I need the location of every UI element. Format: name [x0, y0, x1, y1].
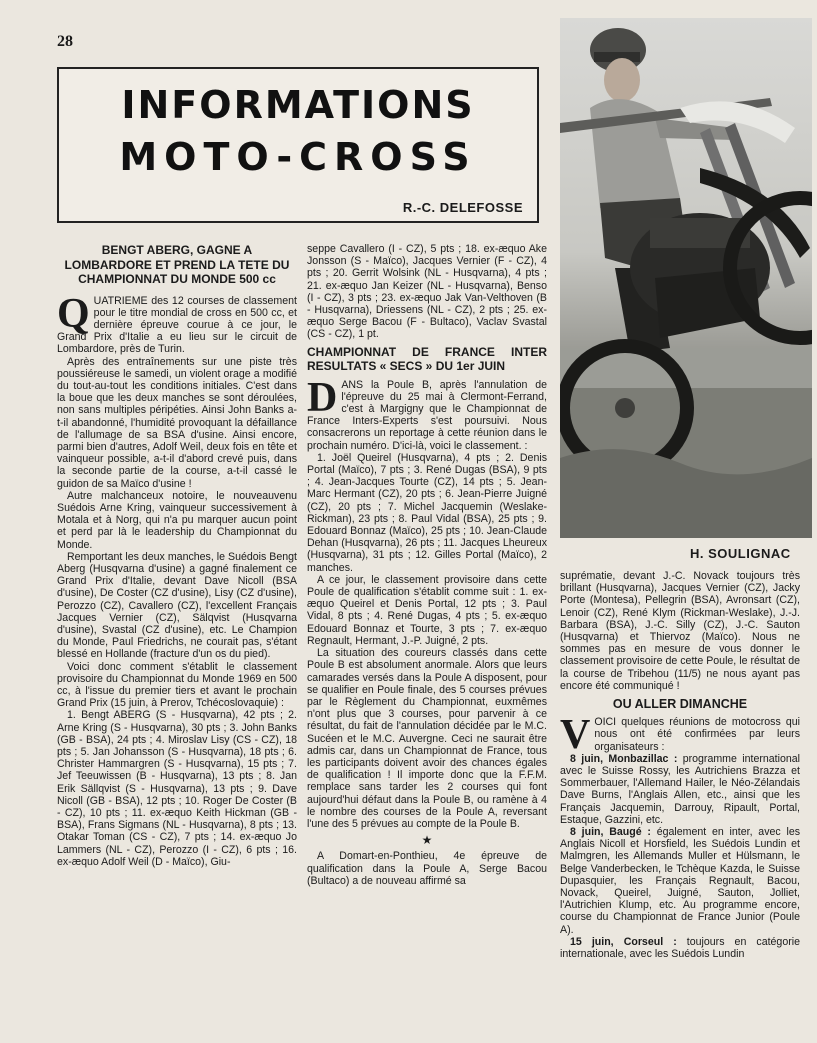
results-list: 1. Joël Queirel (Husqvarna), 4 pts ; 2. Denis Portal (Maïco), 7 pts ; 3. René Dugas (BSA), 9 pts ; 4. Jean-Jacques Tourte (CZ), 14 pts ; 5. Jean-Marc Hermant (CZ), 20 pts ; 6. Jean-Pierre Juigné (CZ), 20 pts ; 7. Michel Jacquemin (Weslake-Rickman), 23 pts ; 8. Paul Vidal (BSA), 25 pts ; 9. Edouard Bonnaz (Maïco), 25 pts ; 10. Jean-Claude Dehan (Husqvarna), 26 pts ; 11. Jacques Lheureux (Husqvarna), 31 pts ; 12. Gilles Portal (Maïco), 2 manches. [307, 451, 547, 574]
rider-illustration [560, 18, 812, 538]
article-2-paragraph: A Domart-en-Ponthieu, 4e épreuve de qualification dans la Poule A, Serge Bacou (Bultaco) a de nouveau affirmé sa [307, 850, 547, 887]
dropcap: D [307, 374, 338, 421]
photo-credit: H. SOULIGNAC [690, 546, 791, 561]
article-3-heading: OU ALLER DIMANCHE [612, 697, 748, 712]
article-1-paragraph: Voici donc comment s'établit le classement provisoire du Championnat du Monde 1969 en 500 cc, à l'issue du premier tiers et avant le prochain Grand Prix (15 juin, à Prerov, Tchécoslovaquie) : [57, 660, 297, 710]
column-3 [560, 570, 800, 960]
star-separator: ★ [421, 833, 433, 848]
dropcap: Q [57, 290, 90, 337]
page-number: 28 [57, 33, 73, 50]
article-1-paragraph [57, 290, 297, 356]
article-3-text: OICI quelques réunions de motocross qui nous ont été confirmées par leurs organisateurs : [594, 716, 800, 753]
article-2-heading: CHAMPIONNAT DE FRANCE INTER RESULTATS « SECS » DU 1er JUIN [307, 344, 547, 373]
event-item [560, 753, 800, 826]
article-2-text: ANS la Poule B, après l'annulation de l'épreuve du 25 mai à Clermont-Ferrand, c'est à Margigny que le Championnat de France Inters-Experts s'est poursuivi. Nous consacrerons un reportage à cette réunion dans le prochain numéro. D'ici-là, voici le classement. : [307, 378, 547, 452]
article-1-heading: BENGT ABERG, GAGNE A LOMBARDORE ET PREND LA TETE DU CHAMPIONNAT DU MONDE 500 cc [64, 243, 290, 286]
article-2-paragraph: A ce jour, le classement provisoire dans cette Poule de qualification s'établit comme suit : 1. ex-æquo Queirel et Denis Portal, 12 pts ; 3. Paul Vidal, 8 pts ; 4. René Dugas, 4 pts ; 5. ex-æquo Edouard Bonnaz et Tourte, 3 pts ; 7. ex-æquo Regnault, Hermant, J.-P. Juigné, 2 pts. [307, 573, 547, 647]
event-item [560, 936, 800, 960]
article-1-paragraph: Remportant les deux manches, le Suédois Bengt Aberg (Husqvarna d'usine) a gagné finalement ce Grand Prix d'Italie, devant Dave Nicoll (BSA d'usine), De Coster (CZ d'usine), Lisy (CZ d'usine), Perozzo (CZ), Cavallero (CZ), l'excellent Français Jacques Vernier (CZ), Sälqvist (Husqvarna d'usine), Svastal (CZ d'usine), etc. Le Champion du Monde, Paul Friedrichs, ne courait pas, s'étant blessé en Hollande (fracture d'un os du pied). [57, 550, 297, 661]
title-box [57, 67, 539, 223]
dropcap: V [560, 712, 591, 759]
standings-list: 1. Bengt ABERG (S - Husqvarna), 42 pts ; 2. Arne Kring (S - Husqvarna), 30 pts ; 3. John Banks (GB - BSA), 24 pts ; 4. Miroslav Lisy (CS - CZ), 18 pts ; 5. Jan Johansson (S - Husqvarna), 18 pts ; 6. Christer Hammargren (S - Husqvarna), 15 pts ; 7. Jef Teeuwissen (B - Husqvarna), 13 pts ; 8. Jan Erik Sällqvist (S - Husqvarna), 13 pts ; 9. Dave Nicoll (GB - BSA), 12 pts ; 10. Roger De Coster (B - CZ), 10 pts ; 11. ex-æquo Keith Hickman (GB - BSA), Frans Sigmans (NL - Husqvarna), 8 pts ; 13. Otakar Toman (CS - CZ), 7 pts ; 14. ex-æquo Jo Lammers (NL - CZ), Perozzo (I - CZ), 6 pts ; 16. ex-æquo Adolf Weil (D - Maïco), Giu- [57, 709, 297, 868]
title-line-1: INFORMATIONS [121, 83, 475, 127]
event-date: 15 juin, Corseul : [570, 935, 677, 948]
column-1 [57, 243, 297, 868]
article-2-paragraph [307, 374, 547, 452]
column-2 [307, 243, 547, 887]
event-date: 8 juin, Baugé : [570, 826, 651, 839]
standings-list-continued: seppe Cavallero (I - CZ), 5 pts ; 18. ex-æquo Ake Jonsson (S - Maïco), Jacques Vernier (F - CZ), 4 pts ; 20. Gerrit Wolsink (NL - Husqvarna), 4 pts ; 21. ex-æquo Jan Keizer (NL - Husqvarna), Benso (I - CZ), 3 pts ; 23. ex-æquo Jak Van-Velthoven (B - Husqvarna), Driessens (NL - CZ), 2 pts ; 25. ex-æquo Serge Bacou (F - Bultaco), Vaclav Svastal (CS - CZ), 1 pt. [307, 243, 547, 341]
article-1-text: UATRIEME des 12 courses de classement pour le titre mondial de cross en 500 cc, et dernière épreuve courue à ce jour, le Grand Prix d'Italie a eu lieu sur le circuit de Lombardore, près de Turin. [57, 294, 297, 356]
event-text: également en inter, avec les Anglais Nicoll et Horsfield, les Suédois Lundin et Malmgren, les Allemands Muller et Hülsmann, le Belge Vanderbecken, le Tchèque Kazda, le Suisse Dupasquier, les Français Regnault, Bacou, Novack, Queirel, Juigné, Sauton, Jolliet, l'Autrichien Klump, etc. Au programme encore, course du Championnat de France Junior (Poule A). [560, 826, 801, 936]
article-2-paragraph: La situation des coureurs classés dans cette Poule B est absolument anormale. Alors que leurs camarades versés dans la Poule A disposent, pour se qualifier en Poule finale, des 5 courses prévues par le Règlement du Championnat, euxmêmes n'ont plus que 3 courses, pour parvenir à ce résultat, du fait de l'annulation décidée par le M.C. Sucéen et le M.C. Auvergne. Ceci ne saurait être admis car, dans un Championnat de France, tous les participants doivent avoir des chances égales de qualification ! Il importe donc que la F.F.M. remplace sans tarder les 2 courses qui font aujourd'hui défaut dans la Poule B, ou ramène à 4 le nombre des courses de la Poule A, reversant l'une des 5 prévues au compte de la Poule B. [307, 647, 547, 830]
event-date: 8 juin, Monbazillac : [570, 752, 678, 765]
event-text: programme international avec le Suisse Rossy, les Autrichiens Brazza et Sommerbauer, l'Allemand Hailer, le Néo-Zélandais Dave Burns, l'Anglais Allen, etc., ainsi que les Français Jacquemin, Darrouy, Ripault, Portal, Estaque, Gazzini, etc. [560, 752, 800, 826]
event-text: toujours en catégorie internationale, avec les Suédois Lundin [560, 935, 800, 961]
event-item [560, 826, 800, 936]
article-1-paragraph: Autre malchanceux notoire, le nouveauvenu Suédois Arne Kring, vainqueur successivement à Motala et à Norg, qui n'a pu marquer aucun point et perd par là le leadership du Championnat du Monde. [57, 489, 297, 551]
title-line-2: MOTO-CROSS [119, 135, 477, 179]
article-3-paragraph: suprématie, devant J.-C. Novack toujours très brillant (Husqvarna), Jacques Vernier (CZ), Jacky Porte (Montesa), Pellegrin (BSA), Avronsart (CZ), Lenoir (CZ), René Klym (Rickman-Weslake), J.-J. Barbara (BSA), J.-C. Silly (CZ), J.-C. Sauton (Husqvarna) et Thiervoz (Maïco). Nous ne sommes pas en mesure de vous donner le classement provisoire de cette Poule, le résultat de la course de Tribehou (11/5) ne nous ayant pas encore été communiqué ! [560, 570, 800, 692]
article-1-paragraph: Après des entraînements sur une piste très poussiéreuse le samedi, un violent orage a modifié du tout-au-tout les conditions initiales. C'est dans la boue que les deux manches se sont déroulées, non sans multiples péripéties. Ainsi John Banks a-t-il abandonné, l'humidité provoquant la défaillance de l'allumage de sa BSA d'usine. Ainsi encore, parmi bien d'autres, Adolf Weil, deux fois en tête et vainqueur possible, a-t-il d'abord crevé puis, dans la seconde partie de la course, a-t-il cassé le guidon de sa Maïco d'usine ! [57, 355, 297, 490]
motocross-rider-photo [560, 18, 812, 538]
author-byline: R.-C. DELEFOSSE [402, 200, 523, 215]
